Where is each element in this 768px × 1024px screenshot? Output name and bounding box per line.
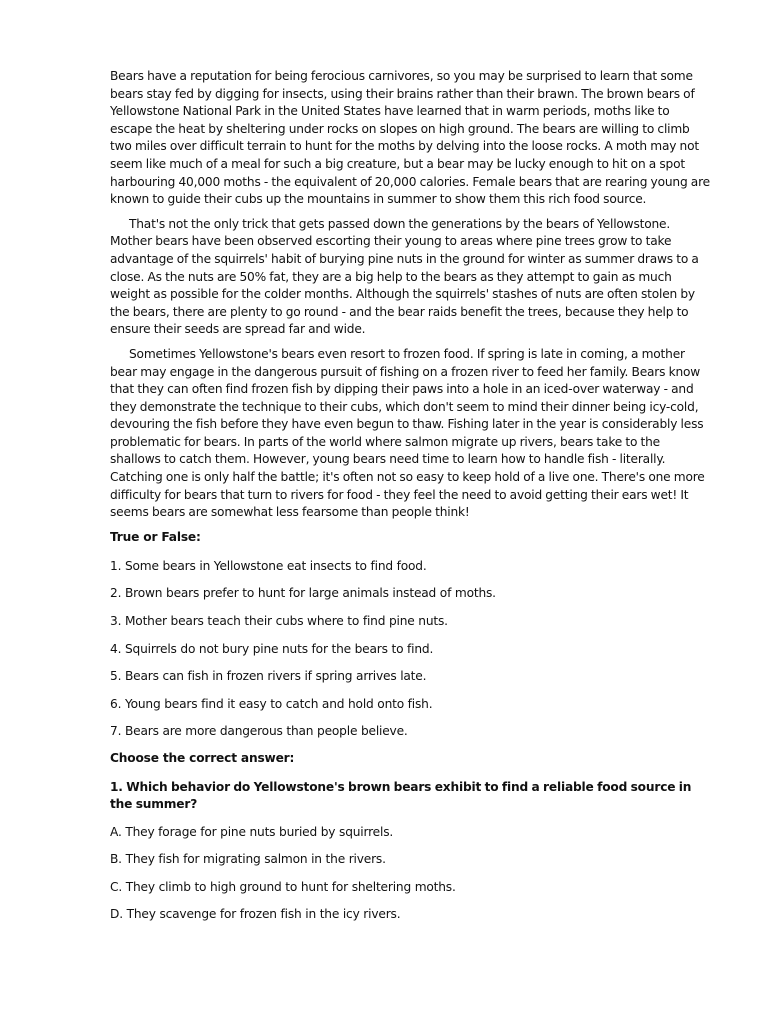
- true-false-item-6: 6. Young bears find it easy to catch and hold onto fish.: [110, 696, 433, 711]
- multiple-choice-question: 1. Which behavior do Yellowstone's brown bears exhibit to find a reliable food source in the summer?: [110, 780, 692, 811]
- answer-option-c: C. They climb to high ground to hunt for sheltering moths.: [110, 879, 456, 894]
- true-false-item-3: 3. Mother bears teach their cubs where to find pine nuts.: [110, 614, 448, 629]
- passage-paragraph-2: That's not the only trick that gets passed down the generations by the bears of Yellowstone. Mother bears have been observed escorting their young to areas where pine trees grow to take advantage of the squirrels' habit of burying pine nuts in the ground for winter as summer draws to a close. As the nuts are 50% fat, they are a big help to the bears as they attempt to gain as much weight as possible for the colder months. Although the squirrels' stashes of nuts are often stolen by the bears, there are plenty to go round - and the bear raids benefit the trees, because they help to ensure their seeds are spread far and wide.: [110, 216, 699, 337]
- true-false-item-1: 1. Some bears in Yellowstone eat insects to find food.: [110, 558, 427, 573]
- multiple-choice-list: [110, 779, 713, 923]
- true-false-item-2: 2. Brown bears prefer to hunt for large animals instead of moths.: [110, 586, 496, 601]
- true-false-item-4: 4. Squirrels do not bury pine nuts for the bears to find.: [110, 641, 434, 656]
- true-false-heading: True or False:: [110, 529, 201, 544]
- multiple-choice-heading: Choose the correct answer:: [110, 751, 295, 765]
- answer-option-d: D. They scavenge for frozen fish in the icy rivers.: [110, 907, 401, 922]
- true-false-item-5: 5. Bears can fish in frozen rivers if spring arrives late.: [110, 669, 427, 684]
- true-false-item-7: 7. Bears are more dangerous than people believe.: [110, 724, 408, 739]
- answer-option-a: A. They forage for pine nuts buried by squirrels.: [110, 824, 394, 839]
- passage-paragraph-3: Sometimes Yellowstone's bears even resort to frozen food. If spring is late in coming, a mother bear may engage in the dangerous pursuit of fishing on a frozen river to feed her family. Bears know that they can often find frozen fish by dipping their paws into a hole in an iced-over waterway - and they demonstrate the technique to their cubs, which don't seem to mind their dinner being icy-cold, devouring the fish before they have even begun to thaw. Fishing later in the year is considerably less problematic for bears. In parts of the world where salmon migrate up rivers, bears take to the shallows to catch them. However, young bears need time to learn how to handle fish - literally. Catching one is only half the battle; it's often not so easy to keep hold of a live one. There's one more difficulty for bears that turn to rivers for food - they feel the need to avoid getting their ears wet! It seems bears are somewhat less fearsome than people think!: [110, 346, 705, 520]
- true-false-list: [110, 558, 713, 741]
- passage-paragraph-1: Bears have a reputation for being ferocious carnivores, so you may be surprised to learn that some bears stay fed by digging for insects, using their brains rather than their brawn. The brown bears of Yellowstone National Park in the United States have learned that in warm periods, moths like to escape the heat by sheltering under rocks on slopes on high ground. The bears are willing to climb two miles over difficult terrain to hunt for the moths by delving into the loose rocks. A moth may not seem like much of a meal for such a big creature, but a bear may be lucky enough to hit on a spot harbouring 40,000 moths - the equivalent of 20,000 calories. Female bears that are rearing young are known to guide their cubs up the mountains in summer to show them this rich food source.: [110, 69, 710, 207]
- answer-option-b: B. They fish for migrating salmon in the rivers.: [110, 852, 386, 867]
- document-page: [110, 68, 713, 934]
